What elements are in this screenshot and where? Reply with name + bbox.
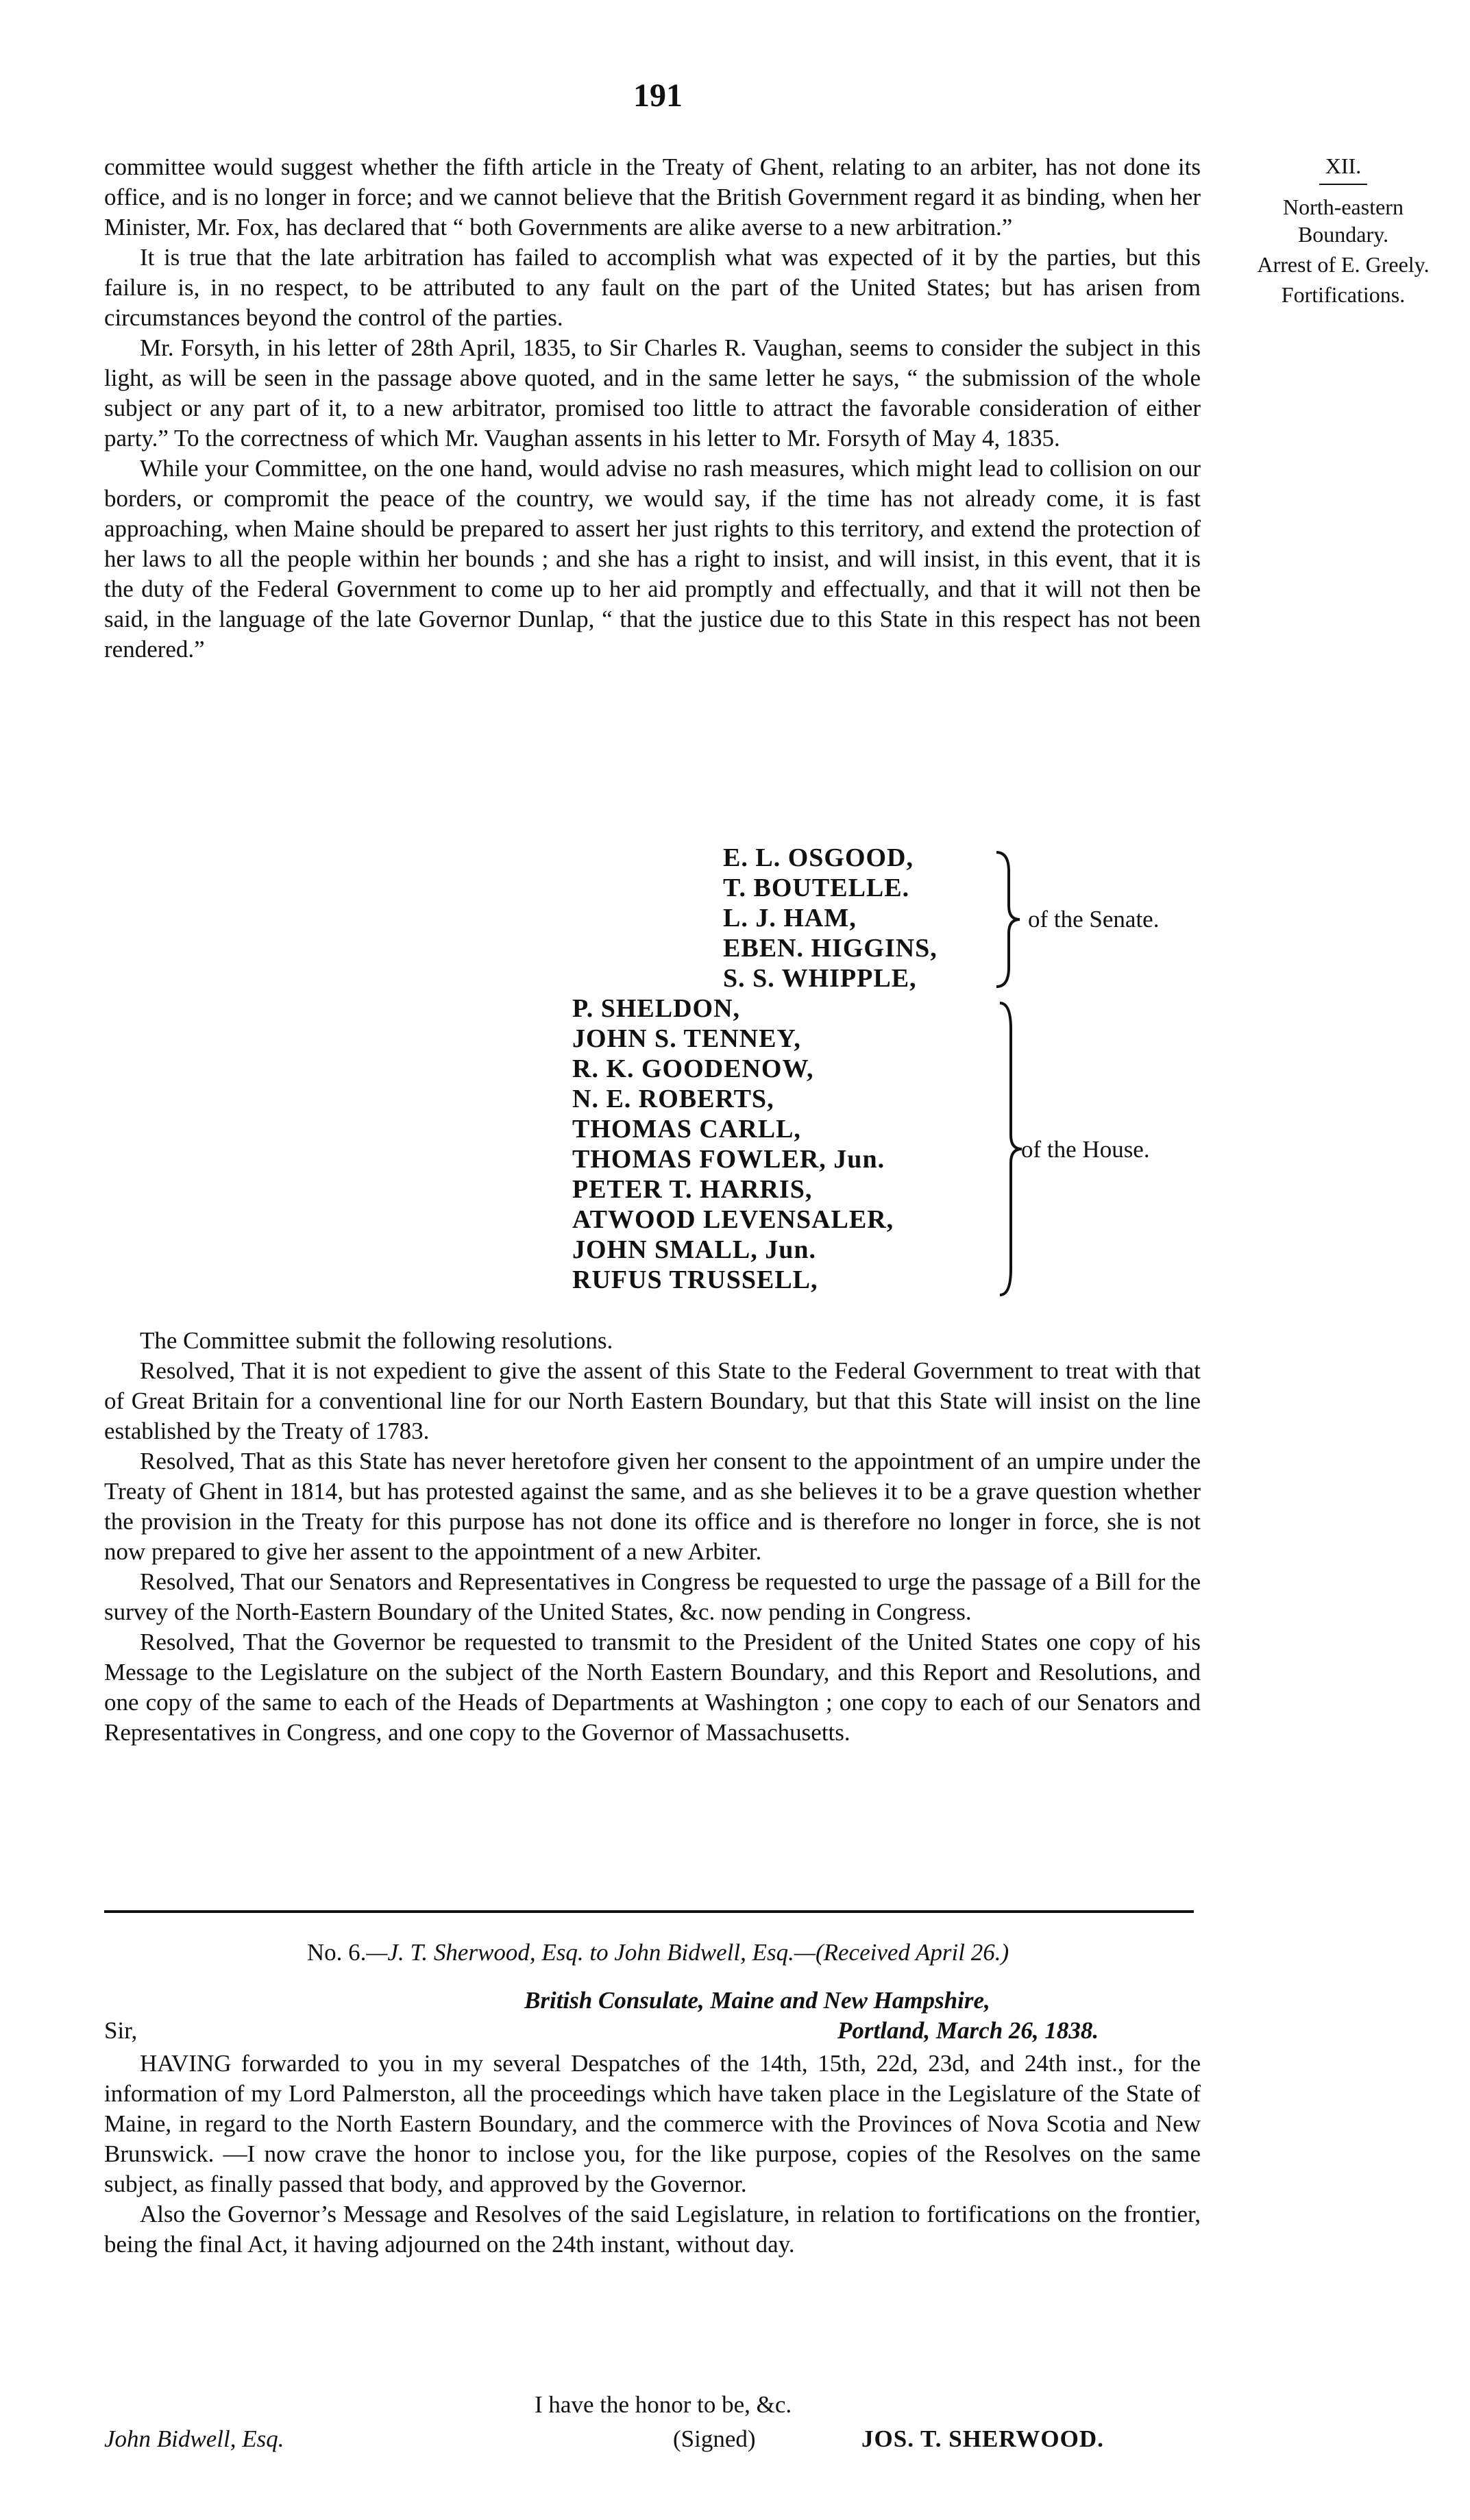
committee-signatures [0,843,1470,1309]
letter-place-date: Portland, March 26, 1838. [837,2017,1099,2044]
letter-heading [0,1939,1316,1966]
letter-addressee: John Bidwell, Esq. [104,2425,284,2452]
margin-section-number: XII. [1325,153,1362,178]
resolution: Resolved, That the Governor be requested to transmit to the President of the United States one copy of his Message to the Legislature on the subject of the North Eastern Boundary, and this Report and Resolutions, and one copy of the same to each of the Heads of Departments at Washington ; one copy to each of our Senators and Representatives in Congress, and one copy to the Governor of Massachusetts. [104,1629,1201,1746]
report-paragraph: Mr. Forsyth, in his letter of 28th April, 1835, to Sir Charles R. Vaughan, seems to consider the subject in this light, as will be seen in the passage above quoted, and in the same letter he says, “ the submission of the whole subject or any part of it, to a new arbitrator, promised too little to attract the favorable consideration of either party.” To the correctness of which Mr. Vaughan assents in his letter to Mr. Forsyth of May 4, 1835. [104,334,1201,452]
house-member: RUFUS TRUSSELL, [572,1265,818,1294]
resolution: Resolved, That it is not expedient to give the assent of this State to the Federal Government to treat with that of Great Britain for a conventional line for our North Eastern Boundary, but that this State will insist on the line established by the Treaty of 1783. [104,1357,1201,1444]
resolution: Resolved, That as this State has never heretofore given her consent to the appointment of an umpire under the Treaty of Ghent in 1814, but has protested against the same, and as she believes it to be a grave question whether the provision in the Treaty for this purpose has not done its office and is therefore no longer in force, she is not now prepared to give her assent to the appointment of a new Arbiter. [104,1448,1201,1565]
house-member: JOHN SMALL, Jun. [572,1235,816,1264]
senate-member: L. J. HAM, [723,904,857,932]
margin-fortifications-note: Fortifications. [1281,282,1406,307]
letter-signed-mark: (Signed) [673,2425,756,2452]
house-member: ATWOOD LEVENSALER, [572,1205,894,1234]
house-member: PETER T. HARRIS, [572,1175,813,1204]
resolution: Resolved, That our Senators and Representatives in Congress be requested to urge the passage of a Bill for the survey of the North-Eastern Boundary of the United States, &c. now pending in Congress. [104,1568,1201,1625]
letter-closing: I have the honor to be, &c. [535,2391,792,2418]
senate-member: T. BOUTELLE. [723,874,910,902]
letter-salutation: Sir, [104,2017,138,2044]
margin-topic-line1: North-eastern [1283,195,1404,219]
house-member: JOHN S. TENNEY, [572,1024,801,1053]
resolutions-intro: The Committee submit the following resolutions. [140,1327,613,1354]
house-member: N. E. ROBERTS, [572,1085,774,1113]
house-label: of the House. [1021,1136,1150,1163]
senate-label: of the Senate. [1028,906,1160,932]
letter-title: —J. T. Sherwood, Esq. to John Bidwell, Esq.—(Received April 26.) [366,1939,1009,1966]
letter-signer: JOS. T. SHERWOOD. [861,2425,1104,2452]
report-paragraph: committee would suggest whether the fifth article in the Treaty of Ghent, relating to an arbiter, has not done its office, and is no longer in force; and we cannot believe that the British Government regard it as binding, when her Minister, Mr. Fox, has declared that “ both Governments are alike averse to a new arbitration.” [104,153,1201,240]
margin-divider [1319,184,1367,185]
house-brace [997,1002,1025,1296]
report-paragraph: It is true that the late arbitration has failed to accomplish what was expected of it by the parties, but this failure is, in no respect, to be attributed to any fault on the part of the United States; but has arisen from circumstances beyond the control of the parties. [104,244,1201,331]
letter-number: No. 6. [306,1939,367,1966]
senate-member: S. S. WHIPPLE, [723,964,917,993]
letter-paragraph: HAVING forwarded to you in my several Despatches of the 14th, 15th, 22d, 23d, and 24th inst., for the information of my Lord Palmerston, all the proceedings which have taken place in the Legislature of the State of Maine, in regard to the North Eastern Boundary, and the commerce with the Provinces of Nova Scotia and New Brunswick. —I now crave the honor to inclose you, for the like purpose, copies of the Resolves on the same subject, as finally passed that body, and approved by the Governor. [104,2050,1201,2197]
letter-body [104,2049,1201,2260]
letter-paragraph: Also the Governor’s Message and Resolves of the said Legislature, in relation to fortifications on the frontier, being the final Act, it having adjourned on the 24th instant, without day. [104,2201,1201,2258]
house-member: THOMAS FOWLER, Jun. [572,1145,885,1174]
senate-members [723,843,938,993]
house-members [572,993,894,1295]
report-text [104,152,1201,665]
section-divider [104,1910,1194,1913]
senate-member: E. L. OSGOOD, [723,843,914,872]
margin-arrest-note: Arrest of E. Greely. [1257,252,1430,277]
resolutions [104,1326,1201,1748]
letter-salutation-row [104,2017,1201,2045]
page-number: 191 [633,77,683,114]
report-paragraph: While your Committee, on the one hand, would advise no rash measures, which might lead to collision on our borders, or compromit the peace of the country, we would say, if the time has not already come, it is fast approaching, when Maine should be prepared to assert her just rights to this territory, and extend the protection of her laws to all the people within her bounds ; and she has a right to insist, and will insist, in this event, that it is the duty of the Federal Government to come up to her aid promptly and effectually, and that it will not then be said, in the language of the late Governor Dunlap, “ that the justice due to this State in this respect has not been rendered.” [104,455,1201,663]
house-member: R. K. GOODENOW, [572,1054,814,1083]
margin-topic-line2: Boundary. [1297,222,1389,247]
house-member: P. SHELDON, [572,994,741,1023]
senate-member: EBEN. HIGGINS, [723,934,938,963]
letter-consulate: British Consulate, Maine and New Hampshire, [524,1987,990,2014]
senate-brace [994,851,1021,988]
margin-notes [1227,152,1460,311]
house-member: THOMAS CARLL, [572,1115,801,1144]
